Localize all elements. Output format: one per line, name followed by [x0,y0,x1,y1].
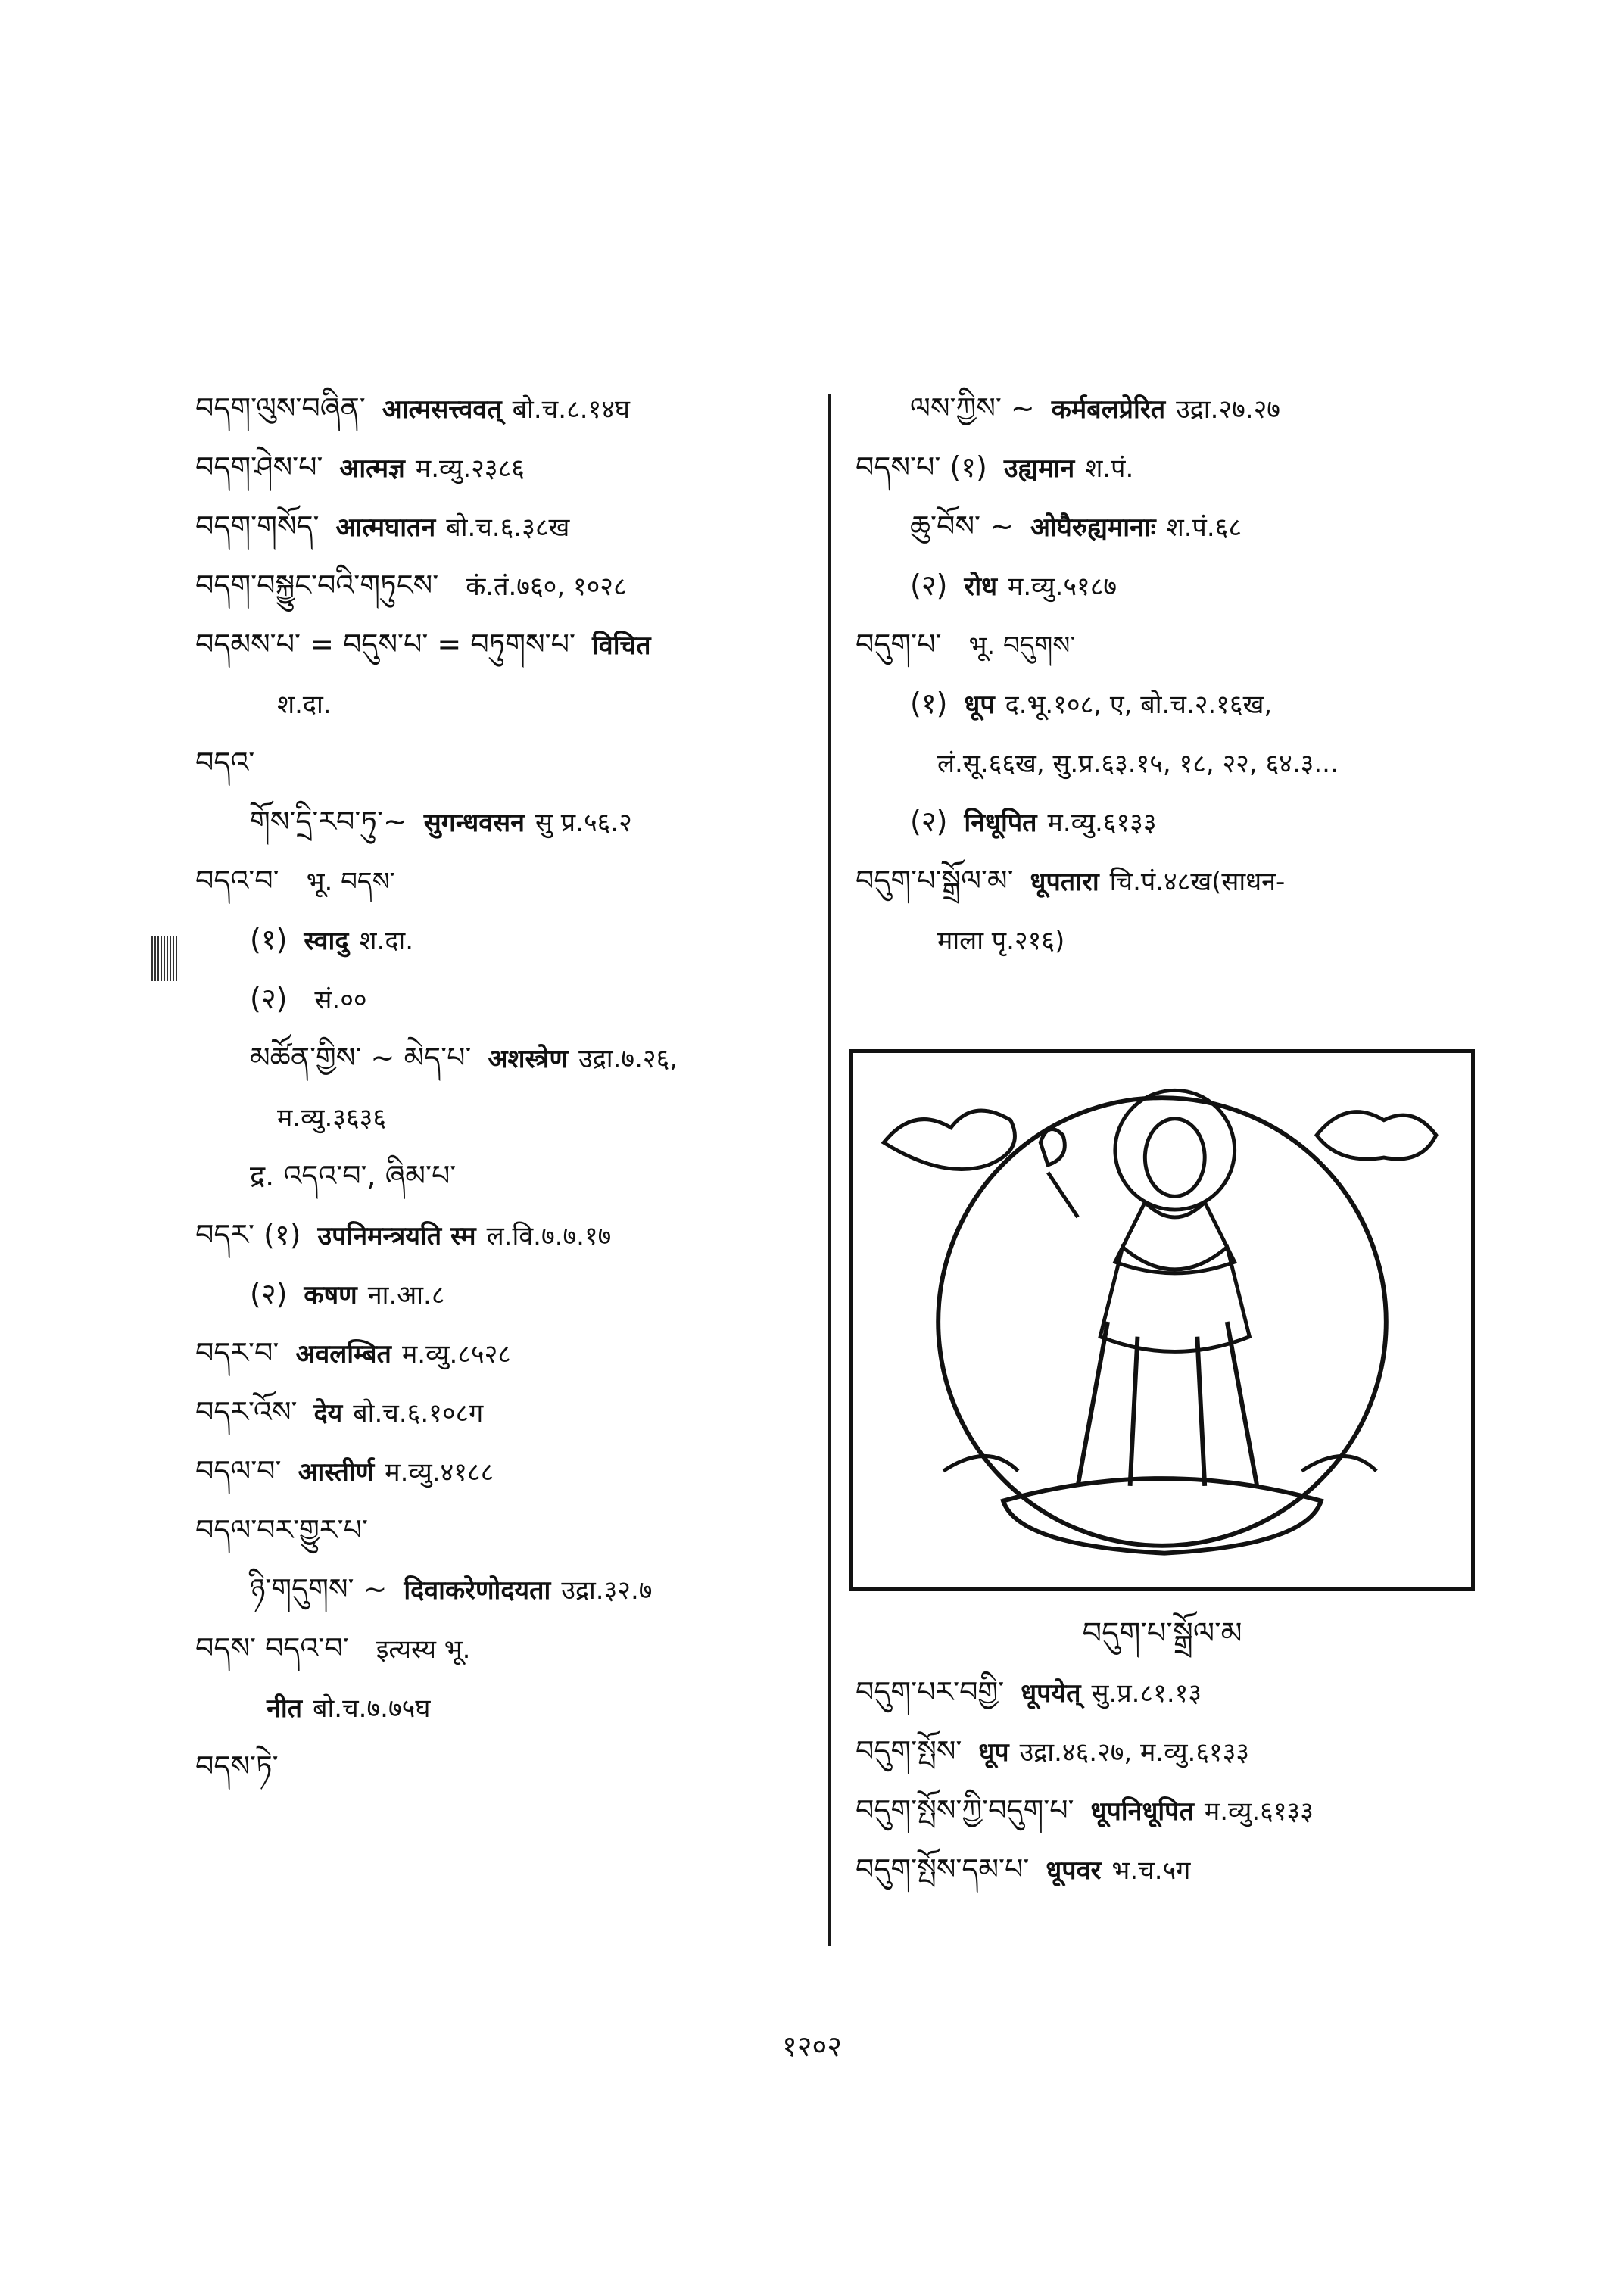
sanskrit-equivalent: ओघैरुह्यमानाः [1030,512,1156,543]
tibetan-headword: བདར་ (१) [195,1218,301,1251]
tibetan-headword: བདམས་པ་ = བདུས་པ་ = བཏུགས་པ་ [195,628,575,661]
tibetan-headword: ཉི་གདུགས་ ~ [250,1572,388,1606]
dictionary-entry [856,733,1476,792]
sanskrit-equivalent: धूपवर [1046,1855,1102,1886]
tibetan-headword: བདག་ལུས་བཞིན་ [195,391,366,425]
dictionary-entry [195,969,816,1028]
source-reference: द.भू.१०८, ए, बो.च.२.१६ख, [1005,690,1273,720]
dictionary-entry [856,792,1476,851]
sanskrit-equivalent: धूपयेत् [1021,1678,1081,1709]
dictionary-entry [195,438,816,497]
source-reference: कं.तं.७६०, १०२८ [466,572,627,602]
sanskrit-equivalent: अशस्त्रेण [488,1044,569,1074]
dictionary-entry [856,1721,1476,1781]
sanskrit-equivalent: धूप [978,1737,1009,1768]
dictionary-entry [195,1737,816,1796]
sanskrit-equivalent: उपनिमन्त्रयति स्म [317,1221,476,1251]
left-column [195,379,816,1796]
tibetan-headword: ལས་ཀྱིས་ ~ [910,391,1035,425]
dictionary-entry [195,910,816,969]
tibetan-headword: བདས་པ་ (१) [856,450,987,484]
source-reference: म.व्यु.२३८६ [415,453,525,484]
source-reference: चि.पं.४८ख(साधन- [1109,867,1286,897]
page-number: १२०२ [781,2030,843,2063]
tibetan-headword: བདག་ཤེས་པ་ [195,450,323,484]
tara-illustration [849,1049,1475,1591]
dhupatara-figure-drawing [853,1053,1471,1587]
dictionary-entry [195,1382,816,1441]
sanskrit-equivalent: रोध [964,572,998,602]
dictionary-entry [856,497,1476,556]
tibetan-headword: (२) [910,805,948,838]
dictionary-entry [856,438,1476,497]
sanskrit-equivalent: देय [313,1398,343,1428]
sanskrit-equivalent: धूप [964,690,995,720]
dictionary-entry [856,910,1476,969]
source-reference: म.व्यु.५१८७ [1008,572,1117,602]
sanskrit-equivalent: निधूपित [964,808,1037,838]
source-reference: बो.च.८.१४घ [512,394,631,425]
sanskrit-equivalent: आस्तीर्ण [298,1457,375,1488]
dictionary-entry [195,792,816,851]
dictionary-entry [195,1559,816,1618]
source-reference: इत्यस्य भू. [376,1634,471,1665]
source-reference: ना.आ.८ [367,1280,445,1310]
sanskrit-equivalent: आत्मसत्त्ववत् [382,394,502,425]
dictionary-entry [195,1146,816,1205]
source-reference: श.दा. [277,690,332,720]
dictionary-entry [856,1781,1476,1840]
sanskrit-equivalent: नीत [267,1693,303,1724]
source-reference: उद्रा.४६.२७, म.व्यु.६१३३ [1019,1737,1250,1768]
dictionary-entry [856,674,1476,733]
tibetan-headword: བདས་ བདའ་བ་ [195,1631,349,1665]
source-reference: श.दा. [359,926,414,956]
dictionary-entry [856,556,1476,615]
tibetan-headword: (२) [910,569,948,602]
tibetan-headword: བདུག་སྤོས་ [856,1734,962,1768]
source-reference: श.पं.६८ [1166,512,1242,543]
margin-ticks [151,936,179,981]
dictionary-entry [195,1441,816,1500]
source-reference: म.व्यु.४१८८ [385,1457,494,1488]
source-reference: सु प्र.५६.२ [535,808,632,838]
dictionary-entry [856,851,1476,910]
dictionary-entry [195,1618,816,1678]
sanskrit-equivalent: अवलम्बित [295,1339,391,1369]
right-column [856,379,1476,969]
source-reference: उद्रा.३२.७ [561,1575,653,1606]
sanskrit-equivalent: सुगन्धवसन [423,808,525,838]
dictionary-entry [195,615,816,674]
source-reference: भू. བདུགས་ [968,631,1076,661]
sanskrit-equivalent: धूपनिधूपित [1090,1796,1194,1827]
source-reference: म.व्यु.६१३३ [1047,808,1157,838]
source-reference: श.पं. [1085,453,1134,484]
column-divider [828,394,831,1946]
tibetan-headword: བདལ་བ་ [195,1454,282,1488]
tibetan-headword: བདལ་བར་གྱུར་པ་ [195,1513,368,1547]
figure-caption: བདུག་པ་སྒྲོལ་མ [1082,1616,1242,1651]
source-reference: बो.च.६.३८ख [446,512,570,543]
tibetan-headword: གོས་དྲི་རབ་ཏུ་~ [250,805,407,838]
dictionary-entry [195,1500,816,1559]
dictionary-entry [195,379,816,438]
dictionary-entry [856,615,1476,674]
dictionary-entry [195,497,816,556]
dictionary-entry [195,1264,816,1323]
source-reference: माला पृ.२१६) [937,926,1065,956]
dictionary-entry [856,1840,1476,1899]
right-column-lower [856,1662,1476,1899]
source-reference: उद्रा.७.२६, [578,1044,678,1074]
tibetan-headword: བདར་བ་ [195,1336,279,1369]
tibetan-headword: མཚོན་གྱིས་ ~ མེད་པ་ [250,1041,472,1074]
source-reference: म.व्यु.८५२८ [401,1339,511,1369]
source-reference: म.व्यु.६१३३ [1204,1796,1314,1827]
dictionary-entry [195,733,816,792]
source-reference: सं.०० [314,985,367,1015]
dictionary-entry [195,556,816,615]
tibetan-headword: (१) [910,687,948,720]
tibetan-headword: བདུག་པ་སྒྲོལ་མ་ [856,864,1014,897]
source-reference: बो.च.७.७५घ [313,1693,431,1724]
source-reference: बो.च.६.१०८ग [353,1398,484,1428]
tibetan-headword: བདུག་པར་བགྱི་ [856,1675,1005,1709]
tibetan-headword: བདག་གསོད་ [195,509,320,543]
source-reference: म.व्यु.३६३६ [277,1103,387,1133]
dictionary-entry [195,1323,816,1382]
dictionary-entry [195,674,816,733]
dictionary-entry [195,1087,816,1146]
sanskrit-equivalent: दिवाकरेणोदयता [404,1575,551,1606]
sanskrit-equivalent: कर्मबलप्रेरित [1051,394,1166,425]
dictionary-entry [856,1662,1476,1721]
sanskrit-equivalent: उह्यमान [1003,453,1075,484]
sanskrit-equivalent: कषण [304,1280,357,1310]
source-reference: भू. བདས་ [306,867,395,897]
source-reference: ल.वि.७.७.१७ [486,1221,612,1251]
tibetan-headword: ཆུ་བོས་ ~ [910,509,1014,543]
dictionary-entry [195,1028,816,1087]
sanskrit-equivalent: आत्मघातन [335,512,436,543]
dictionary-entry [195,851,816,910]
tibetan-headword: (२) [250,1277,288,1310]
sanskrit-equivalent: धूपतारा [1030,867,1099,897]
source-reference: भ.च.५ग [1111,1855,1191,1886]
tibetan-headword: བདའ་བ་ [195,864,279,897]
tibetan-headword: བདག་བསྐྱུང་བའི་གཏུངས་ [195,569,439,602]
tibetan-headword: བདུག་སྤོས་དམ་པ་ [856,1852,1030,1886]
tibetan-headword: द्र. འདའ་བ་, ཞིམ་པ་ [250,1159,457,1192]
tibetan-headword: (१) [250,923,288,956]
tibetan-headword: བདས་ཏེ་ [195,1749,279,1783]
tibetan-headword: བདུག་པ་ [856,628,942,661]
sanskrit-equivalent: स्वादु [304,926,349,956]
source-reference: सु.प्र.८१.१३ [1091,1678,1202,1709]
sanskrit-equivalent: आत्मज्ञ [339,453,405,484]
dictionary-entry [195,1205,816,1264]
tibetan-headword: བདུག་སྤོས་ཀྱི་བདུག་པ་ [856,1793,1074,1827]
source-reference: लं.सू.६६ख, सु.प्र.६३.१५, १८, २२, ६४.३... [937,749,1339,779]
sanskrit-equivalent: विचित [592,631,651,661]
tibetan-headword: བདར་འོས་ [195,1395,298,1428]
source-reference: उद्रा.२७.२७ [1176,394,1280,425]
dictionary-entry [195,1678,816,1737]
tibetan-headword: བདའ་ [195,746,255,779]
tibetan-headword: (२) [250,982,288,1015]
dictionary-entry [856,379,1476,438]
